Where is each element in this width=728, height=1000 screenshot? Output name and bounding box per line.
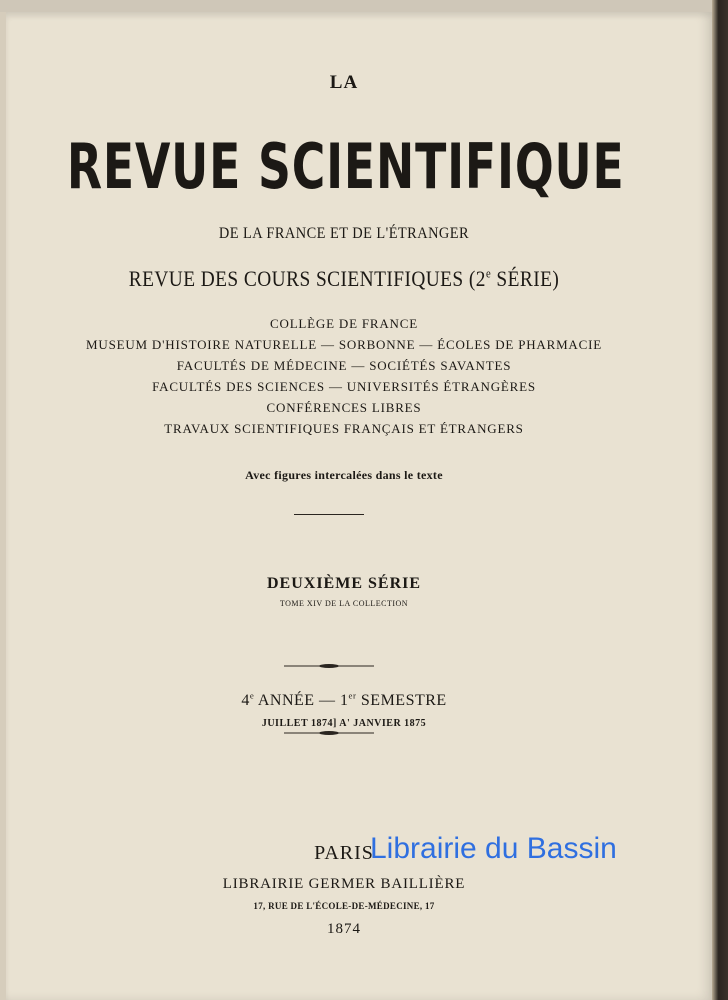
figures-note: Avec figures intercalées dans le texte: [245, 468, 443, 482]
year-semester: 4e ANNÉE — 1er SEMESTRE: [241, 690, 447, 709]
divider-short: [294, 514, 364, 515]
institution-line: TRAVAUX SCIENTIFIQUES FRANÇAIS ET ÉTRANGERS: [164, 421, 524, 436]
book-spine: [712, 0, 728, 1000]
top-edge: [0, 0, 728, 12]
watermark: Librairie du Bassin: [370, 832, 617, 865]
subtitle-line-2: REVUE DES COURS SCIENTIFIQUES (2e SÉRIE): [128, 266, 560, 291]
imprint-year: 1874: [327, 921, 361, 937]
institution-line: COLLÈGE DE FRANCE: [270, 316, 418, 331]
ornament-rule-top: [284, 662, 374, 670]
date-range: JUILLET 1874] A' JANVIER 1875: [261, 718, 427, 729]
institution-line: FACULTÉS DE MÉDECINE — SOCIÉTÉS SAVANTES: [176, 358, 512, 373]
imprint-publisher: LIBRAIRIE GERMER BAILLIÈRE: [222, 876, 466, 892]
institution-line: FACULTÉS DES SCIENCES — UNIVERSITÉS ÉTRANGÈRES: [152, 379, 536, 394]
ornament-rule-bottom: [284, 729, 374, 737]
series-title: DEUXIÈME SÉRIE: [266, 575, 422, 592]
institution-line: MUSEUM D'HISTOIRE NATURELLE — SORBONNE — ÉCOLES DE PHARMACIE: [86, 337, 602, 352]
journal-title: REVUE SCIENTIFIQUE: [66, 130, 625, 203]
tome-line: TOME XIV DE LA COLLECTION: [279, 599, 409, 608]
institution-line: CONFÉRENCES LIBRES: [266, 400, 422, 415]
title-article: LA: [329, 72, 359, 93]
subtitle-line-1: DE LA FRANCE ET DE L'ÉTRANGER: [218, 225, 470, 242]
imprint-address: 17, RUE DE L'ÉCOLE-DE-MÉDECINE, 17: [253, 901, 435, 911]
imprint-city: PARIS: [314, 842, 374, 864]
